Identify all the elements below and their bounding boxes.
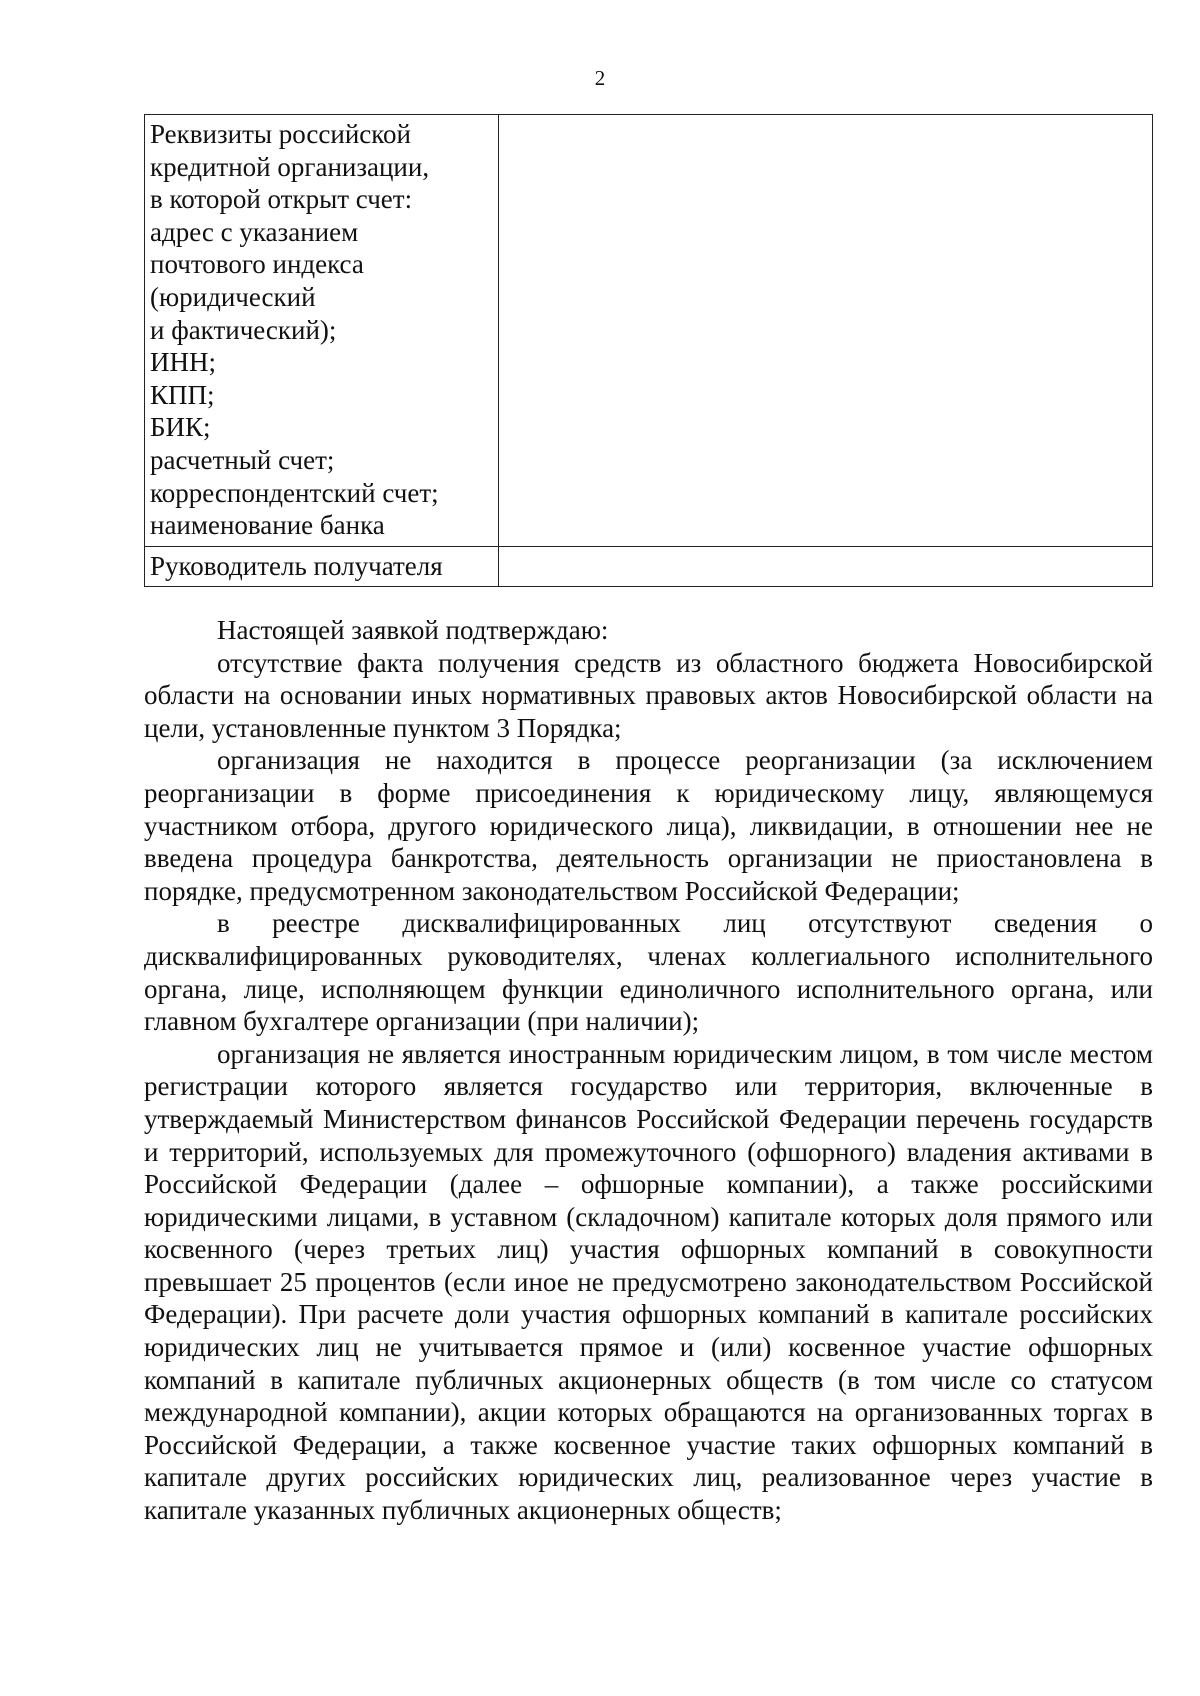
label-line: БИК; xyxy=(150,412,211,443)
label-line: почтового индекса xyxy=(150,249,364,280)
label-line: корреспондентский счет; xyxy=(150,477,439,508)
bank-details-label-cell xyxy=(145,115,499,547)
head-label-cell xyxy=(145,546,499,587)
table-row-head xyxy=(145,546,1153,587)
bank-details-value-cell[interactable] xyxy=(499,115,1153,547)
label-line: Реквизиты российской xyxy=(150,119,411,149)
label-line: кредитной организации, xyxy=(150,151,430,182)
confirmation-text xyxy=(144,614,1153,1527)
label-line: в которой открыт счет: xyxy=(150,184,413,215)
paragraph-no-disqualified: в реестре дисквалифицированных лиц отсутствуют сведения о дисквалифицированных руководителях, членах коллегиального исполнительного органа, лице, исполняющем функции единоличного исполнительного органа, или главном бухгалтере организации (при наличии); xyxy=(144,908,1153,1037)
label-line: адрес с указанием xyxy=(150,216,359,247)
label-line: (юридический xyxy=(150,281,316,312)
table-row-bank-details xyxy=(145,115,1153,547)
paragraph-intro: Настоящей заявкой подтверждаю: xyxy=(217,615,609,645)
label-line: КПП; xyxy=(150,379,215,410)
label-line: расчетный счет; xyxy=(150,444,335,475)
label-line: наименование банка xyxy=(150,510,385,541)
paragraph-not-foreign: организация не является иностранным юридическим лицом, в том числе местом регистрации которого является государство или территория, включенные в утверждаемый Министерством финансов Российской Федерации перечень государств и территорий, используемых для промежуточного (офшорного) владения активами в Российской Федерации (далее – офшорные компании), а также российскими юридическими лицами, в уставном (складочном) капитале которых доля прямого или косвенного (через третьих лиц) участия офшорных компаний в совокупности превышает 25 процентов (если иное не предусмотрено законодательством Российской Федерации). При расчете доли участия офшорных компаний в капитале российских юридических лиц не учитывается прямое и (или) косвенное участие офшорных компаний в капитале публичных акционерных обществ (в том числе со статусом международной компании), акции которых обращаются на организованных торгах в Российской Федерации, а также косвенное участие таких офшорных компаний в капитале других российских юридических лиц, реализованное через участие в капитале указанных публичных акционерных обществ; xyxy=(144,1038,1153,1526)
paragraph-no-reorganization: организация не находится в процессе реорганизации (за исключением реорганизации в форме присоединения к юридическому лицу, являющемуся участником отбора, другого юридического лица), ликвидации, в отношении нее не введена процедура банкротства, деятельность организации не приостановлена в порядке, предусмотренном законодательством Российской Федерации; xyxy=(144,745,1153,906)
label-line: Руководитель получателя xyxy=(150,550,443,581)
label-line: и фактический); xyxy=(150,314,337,345)
paragraph-no-funding: отсутствие факта получения средств из областного бюджета Новосибирской области на основании иных нормативных правовых актов Новосибирской области на цели, установленные пунктом 3 Порядка; xyxy=(144,647,1153,743)
bank-details-table xyxy=(144,114,1153,587)
page-number: 2 xyxy=(594,66,606,90)
label-line: ИНН; xyxy=(150,347,216,378)
head-value-cell[interactable] xyxy=(499,546,1153,587)
